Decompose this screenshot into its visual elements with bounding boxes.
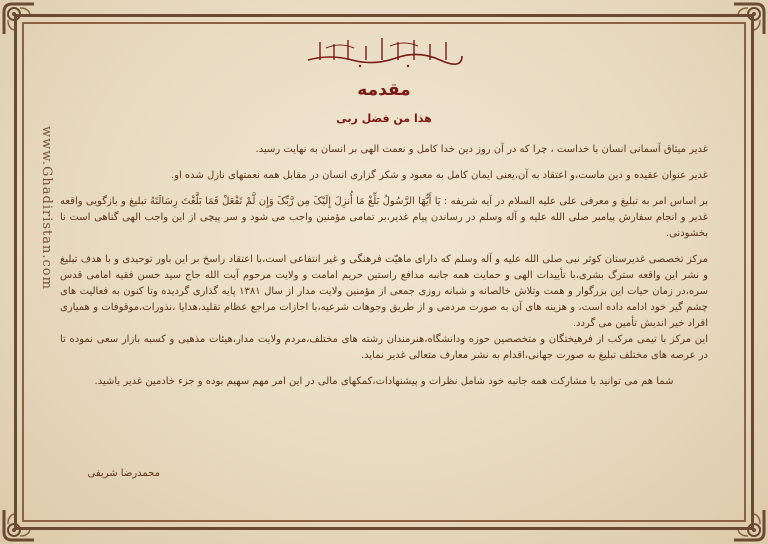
signature: محمدرضا شریفی (87, 468, 160, 479)
corner-ornament-icon (732, 508, 766, 542)
body-text (60, 142, 708, 400)
corner-ornament-icon (2, 508, 36, 542)
paragraph: بر اساس امر به تبلیغ و معرفی علی علیه السلام در آیه شریفه : یَا أَیُّهَا الرَّسُولُ بَلِّغْ مَا أُنزِلَ إِلَیْکَ مِن رَّبِّکَ وَإِن لَّمْ تَفْعَلْ فَمَا بَلَّغْتَ رِسَالَتَهُ تبلیغ و بازگویی واقعه غدیر و انجام سفارش پیامبر صلی الله علیه و آله وسلم در رساندن پیام غدیر،بر تمامی مؤمنین واجب می شود و سر پیچی از این واجب الهی گناهی است نا بخشودنی. (60, 196, 708, 239)
paragraph: غدیر میثاق آسمانی انسان با خداست ، چرا که در آن روز دین خدا کامل و نعمت الهی بر انسان به نهایت رسید. (255, 144, 708, 155)
paragraph: شما هم می توانید با مشارکت همه جانبه خود شامل نظرات و پیشنهادات،کمکهای مالی در این امر مهم سهیم بوده و جزء خادمین غدیر باشید. (94, 376, 674, 387)
paragraph: غدیر عنوان عقیده و دین ماست،و اعتقاد به آن،یعنی ایمان کامل به معبود و شکر گزاری انسان در مقابل همه نعمتهای نازل شده او. (170, 170, 708, 181)
paragraph: مرکز تخصصی غدیرستان کوثر نبی صلی الله علیه و آله وسلم که دارای ماهیّت فرهنگی و غیر انتفاعی است،با اعتقاد راسخ بر این باور توحیدی و با هدف تبلیغ و نشر این واقعه سترگ بشری،با تأییدات الهی و حمایت همه جانبه مدافع راستین حریم امامت و ولایت مرحوم آیت الله حاج سید حسن فقیه امامی قدس سره،در زمان حیات این بزرگوار و همت وتلاش خالصانه و شبانه روزی جمعی از مؤمنین ولایت مدار از سال ۱۳۸۱ پایه گذاری گردیده وتا کنون به فعالیت های چشم گیر خود ادامه داده است، و هزینه های آن به صورت مردمی و از طریق وجوهات شرعیه،با اجازات مراجع عظام تقلید،هدایا ،نذورات،موقوفات و همیاری افراد خیر اندیش تأمین می گردد. (60, 254, 708, 329)
website-url[interactable]: www.Ghadiristan.com (39, 126, 54, 290)
bismillah-calligraphy (300, 30, 468, 70)
paragraph: این مرکز با تیمی مرکب از فرهیختگان و متخصصین حوزه ودانشگاه،هنرمندان رشته های مختلف،مردم ولایت مدار،هیئات مذهبی و کسبه بازار سعی نموده تا در عرصه های مختلف تبلیغ به صورت جهانی،اقدام به نشر معارف متعالی غدیر نماید. (60, 334, 708, 361)
corner-ornament-icon (732, 2, 766, 36)
corner-ornament-icon (2, 2, 36, 36)
page-subtitle: هذا من فضل ربی (336, 112, 432, 125)
page-title: مقدمه (357, 80, 411, 100)
